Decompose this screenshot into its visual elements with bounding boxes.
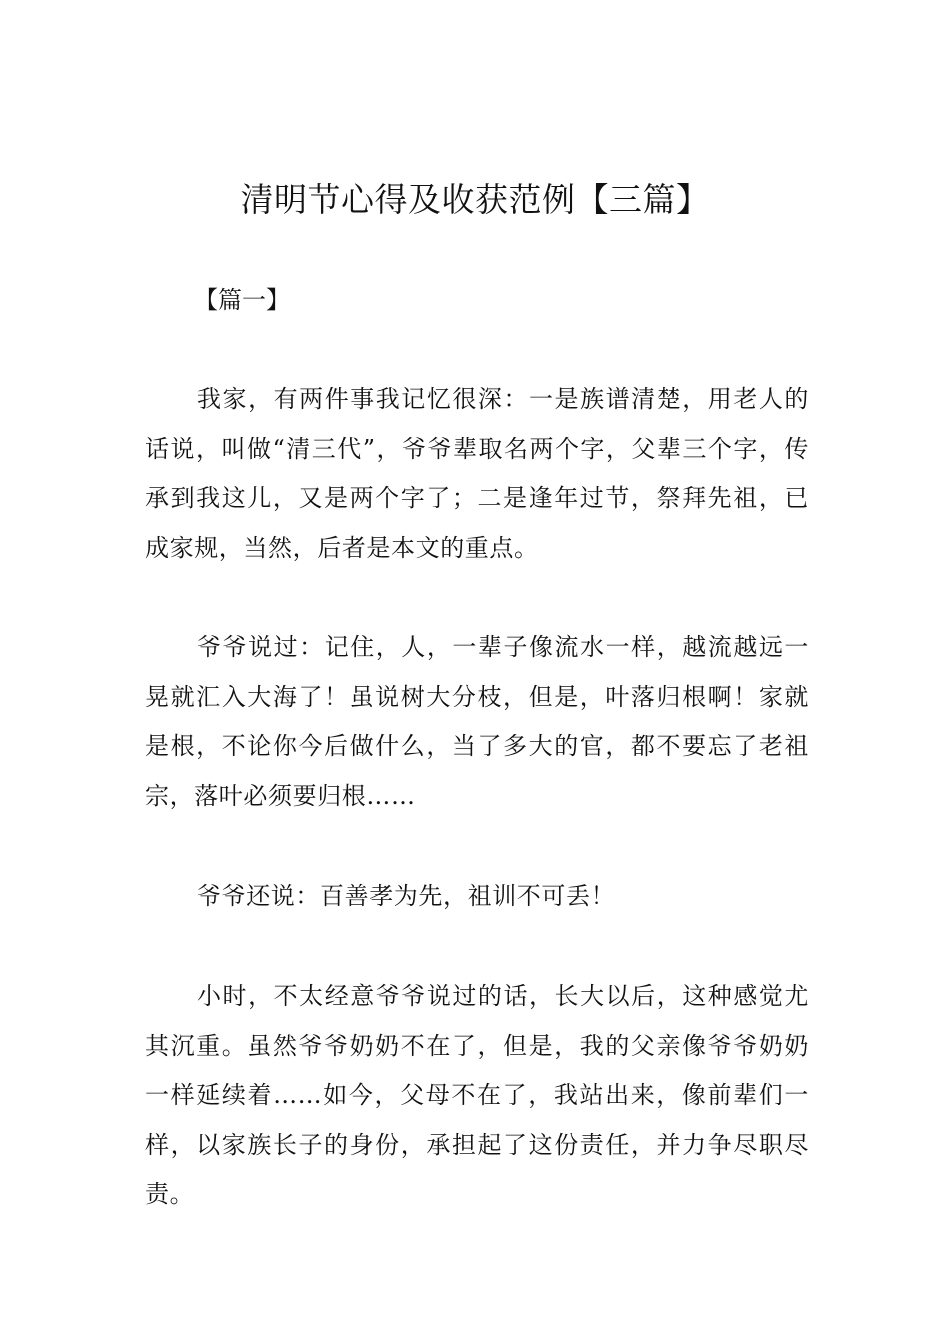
document-title: 清明节心得及收获范例【三篇】: [240, 180, 710, 219]
section-label: 【篇一】: [194, 286, 290, 314]
paragraph-3: 爷爷还说：百善孝为先，祖训不可丢！: [197, 882, 616, 910]
paragraph-2: 爷爷说过：记住，人，一辈子像流水一样，越流越远一晃就汇入大海了！虽说树大分枝，但是，叶落归根啊！家就是根，不论你今后做什么，当了多大的官，都不要忘了老祖宗，落叶必须要归根……: [145, 633, 809, 810]
paragraph-4: 小时，不太经意爷爷说过的话，长大以后，这种感觉尤其沉重。虽然爷爷奶奶不在了，但是，我的父亲像爷爷奶奶一样延续着……如今，父母不在了，我站出来，像前辈们一样，以家族长子的身份，承担起了这份责任，并力争尽职尽责。: [145, 982, 809, 1208]
paragraph-1: 我家，有两件事我记忆很深：一是族谱清楚，用老人的话说，叫做“清三代”，爷爷辈取名两个字，父辈三个字，传承到我这儿，又是两个字了；二是逢年过节，祭拜先祖，已成家规，当然，后者是本文的重点。: [145, 385, 809, 562]
